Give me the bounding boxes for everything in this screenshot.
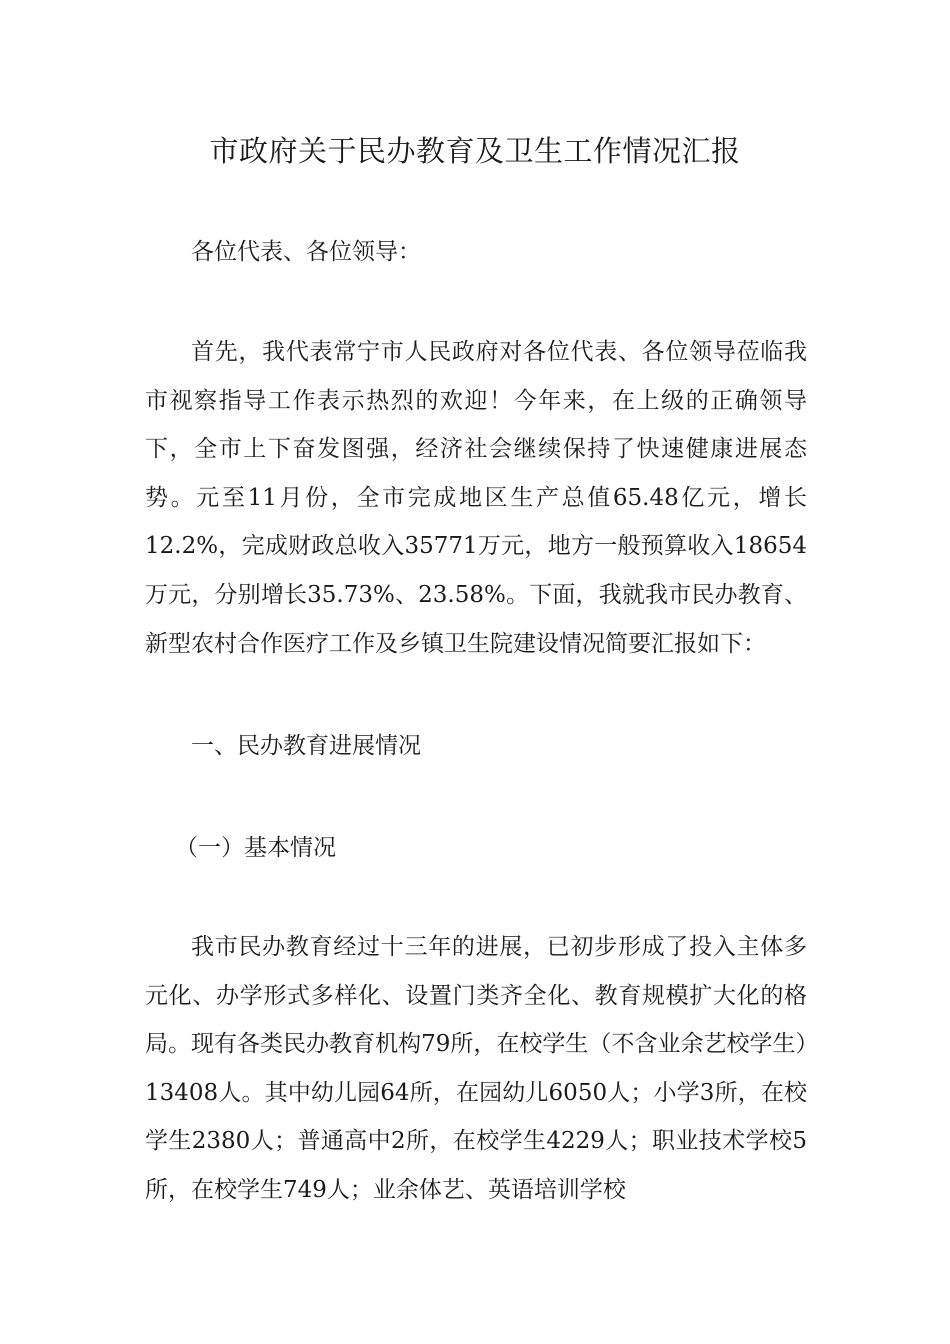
section-heading-1: 一、民办教育进展情况 [191,733,421,759]
intro-paragraph: 首先，我代表常宁市人民政府对各位代表、各位领导莅临我市视察指导工作表示热烈的欢迎！今年来，在上级的正确领导下，全市上下奋发图强，经济社会继续保持了快速健康进展态势。元至11月份，全市完成地区生产总值65.48亿元，增长12.2%，完成财政总收入35771万元，地方一般预算收入18654万元，分别增长35.73%、23.58%。下面，我就我市民办教育、新型农村合作医疗工作及乡镇卫生院建设情况简要汇报如下： [145,339,807,657]
section1-body-paragraph: 我市民办教育经过十三年的进展，已初步形成了投入主体多元化、办学形式多样化、设置门类齐全化、教育规模扩大化的格局。现有各类民办教育机构79所，在校学生（不含业余艺校学生）13408人。其中幼儿园64所，在园幼儿6050人；小学3所，在校学生2380人；普通高中2所，在校学生4229人；职业技术学校5所，在校学生749人；业余体艺、英语培训学校 [145,934,807,1203]
document-title: 市政府关于民办教育及卫生工作情况汇报 [209,134,741,168]
salutation: 各位代表、各位领导： [191,239,421,265]
subsection-heading-1: （一）基本情况 [175,835,336,861]
